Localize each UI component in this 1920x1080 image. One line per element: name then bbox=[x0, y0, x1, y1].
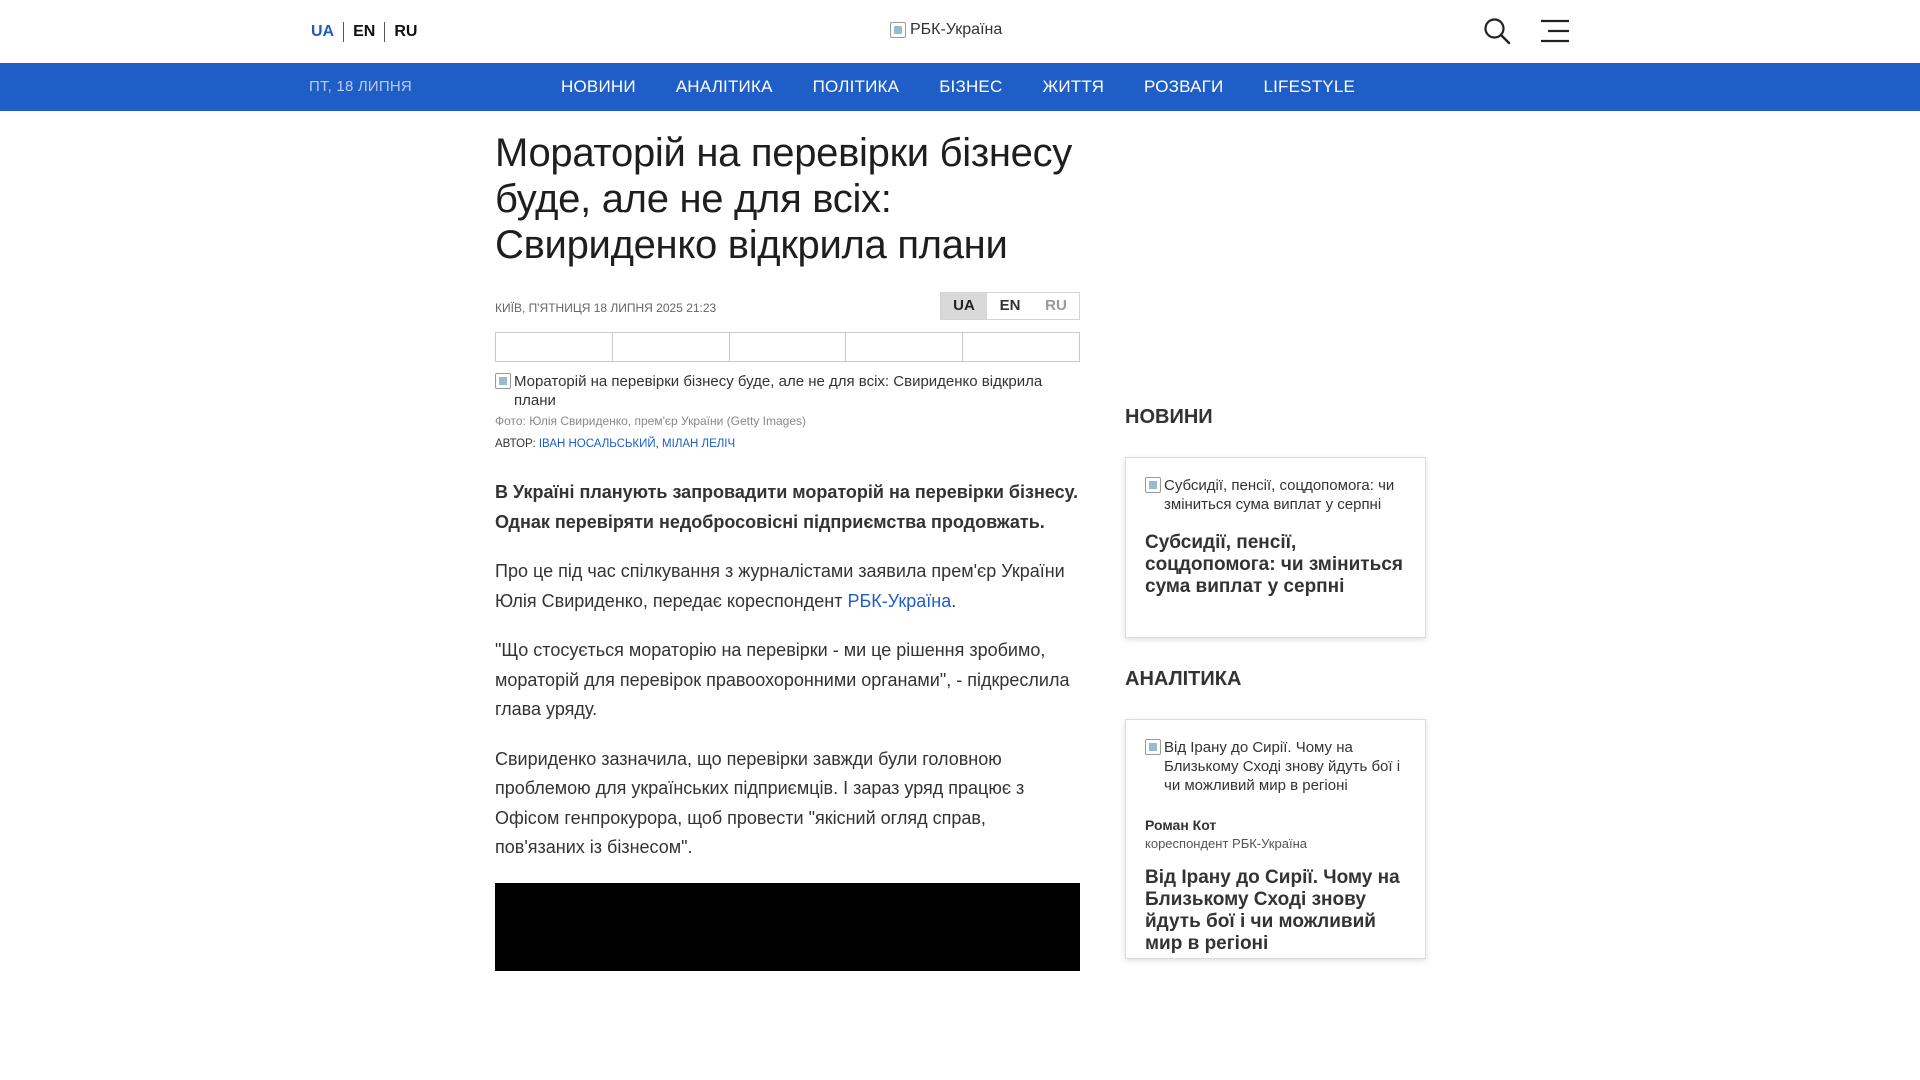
sidebar-analytics-heading[interactable]: АНАЛІТИКА bbox=[1125, 668, 1242, 690]
nav-item-life[interactable]: ЖИТТЯ bbox=[1042, 77, 1105, 96]
article-lang-ua[interactable]: UA bbox=[941, 293, 987, 319]
lang-ru-link[interactable]: RU bbox=[394, 23, 418, 40]
article-lang-ru: RU bbox=[1045, 297, 1067, 314]
analytics-card[interactable] bbox=[1125, 719, 1426, 959]
nav-item-news[interactable]: НОВИНИ bbox=[561, 77, 636, 96]
article-paragraph bbox=[495, 557, 1080, 616]
news-card-image-alt: Субсидії, пенсії, соцдопомога: чи зміниться сума виплат у серпні bbox=[1164, 477, 1395, 513]
article-datetime: КИЇВ, П'ЯТНИЦЯ 18 ЛИПНЯ 2025 21:23 bbox=[495, 301, 717, 315]
site-language-switcher bbox=[311, 22, 426, 42]
article-language-switcher bbox=[940, 292, 1080, 320]
site-logo[interactable] bbox=[890, 21, 1002, 39]
share-button[interactable] bbox=[963, 333, 1079, 361]
article-authors bbox=[495, 438, 1080, 450]
photo-caption: Фото: Юлія Свириденко, прем'єр України (Getty Images) bbox=[495, 414, 807, 428]
share-button[interactable] bbox=[496, 333, 613, 361]
lang-en-link[interactable]: EN bbox=[353, 23, 376, 40]
analytics-card-image bbox=[1145, 738, 1406, 795]
nav-item-business[interactable]: БІЗНЕС bbox=[939, 77, 1003, 96]
article-paragraph: Свириденко зазначила, що перевірки завжди були головною проблемою для українських підприємців. І зараз уряд працює з Офісом генпрокурора, щоб провести "якісний огляд справ, пов'язаних із бізнесом". bbox=[495, 748, 1025, 857]
nav-items bbox=[541, 63, 1375, 111]
nav-item-analytics[interactable]: АНАЛІТИКА bbox=[675, 77, 773, 96]
paragraph-text: . bbox=[951, 590, 957, 611]
author-link[interactable]: ІВАН НОСАЛЬСЬКИЙ bbox=[538, 438, 656, 450]
share-button[interactable] bbox=[613, 333, 730, 361]
broken-image-icon bbox=[890, 22, 906, 38]
analytics-card-image-alt: Від Ірану до Сирії. Чому на Близькому Сході знову йдуть бої і чи можливий мир в регіоні bbox=[1164, 739, 1401, 794]
main-nav bbox=[0, 63, 1920, 111]
logo-alt-text: РБК-Україна bbox=[910, 21, 1003, 38]
broken-image-icon bbox=[1145, 739, 1161, 755]
news-card[interactable] bbox=[1125, 457, 1426, 638]
broken-image-icon bbox=[1145, 477, 1161, 493]
analytics-card-title[interactable]: Від Ірану до Сирії. Чому на Близькому Сході знову йдуть бої і чи можливий мир в регіоні bbox=[1145, 867, 1400, 954]
article-paragraph: "Що стосується мораторію на перевірки - ми це рішення зробимо, мораторій для перевірок правоохоронними органами", - підкреслила глава уряду. bbox=[495, 640, 1070, 719]
paragraph-text: Про це під час спілкування з журналістами заявила прем'єр України Юлія Свириденко, передає кореспондент bbox=[495, 561, 1065, 611]
article-photo bbox=[495, 372, 1080, 410]
sidebar-news-heading[interactable]: НОВИНИ bbox=[1125, 406, 1213, 428]
article-lang-en[interactable]: EN bbox=[999, 297, 1021, 314]
top-header bbox=[0, 0, 1920, 63]
author-label: АВТОР: bbox=[495, 438, 536, 450]
article-lead: В Україні планують запровадити мораторій на перевірки бізнесу. Однак перевіряти недобросовісні підприємства продовжать. bbox=[495, 482, 1079, 532]
nav-item-politics[interactable]: ПОЛІТИКА bbox=[812, 77, 900, 96]
author-separator: , bbox=[655, 438, 663, 450]
article-meta bbox=[495, 292, 1080, 320]
analytics-card-author-role: кореспондент РБК-Україна bbox=[1145, 836, 1307, 851]
nav-item-entertainment[interactable]: РОЗВАГИ bbox=[1144, 77, 1224, 96]
news-card-image bbox=[1145, 476, 1406, 514]
hamburger-menu-icon bbox=[1540, 18, 1570, 44]
share-button[interactable] bbox=[730, 333, 847, 361]
share-button[interactable] bbox=[846, 333, 963, 361]
lang-ua-link[interactable]: UA bbox=[311, 23, 335, 40]
nav-item-lifestyle[interactable]: LIFESTYLE bbox=[1263, 77, 1356, 96]
broken-image-icon bbox=[495, 373, 511, 389]
article-title: Мораторій на перевірки бізнесу буде, але не для всіх: Свириденко відкрила плани bbox=[495, 131, 1072, 267]
article-photo-alt: Мораторій на перевірки бізнесу буде, але не для всіх: Свириденко відкрила плани bbox=[514, 373, 1043, 409]
menu-button[interactable] bbox=[1540, 18, 1570, 44]
nav-date: ПТ, 18 ЛИПНЯ bbox=[309, 78, 412, 95]
analytics-card-author: Роман Кот bbox=[1145, 817, 1217, 833]
source-link[interactable]: РБК-Україна bbox=[847, 590, 952, 611]
news-card-title[interactable]: Субсидії, пенсії, соцдопомога: чи зміниться сума виплат у серпні bbox=[1145, 532, 1403, 597]
search-icon bbox=[1482, 16, 1512, 46]
author-link[interactable]: МІЛАН ЛЕЛІЧ bbox=[662, 438, 736, 450]
video-player[interactable] bbox=[495, 883, 1080, 971]
share-buttons bbox=[495, 332, 1080, 362]
article bbox=[495, 130, 1080, 971]
search-button[interactable] bbox=[1482, 16, 1512, 46]
